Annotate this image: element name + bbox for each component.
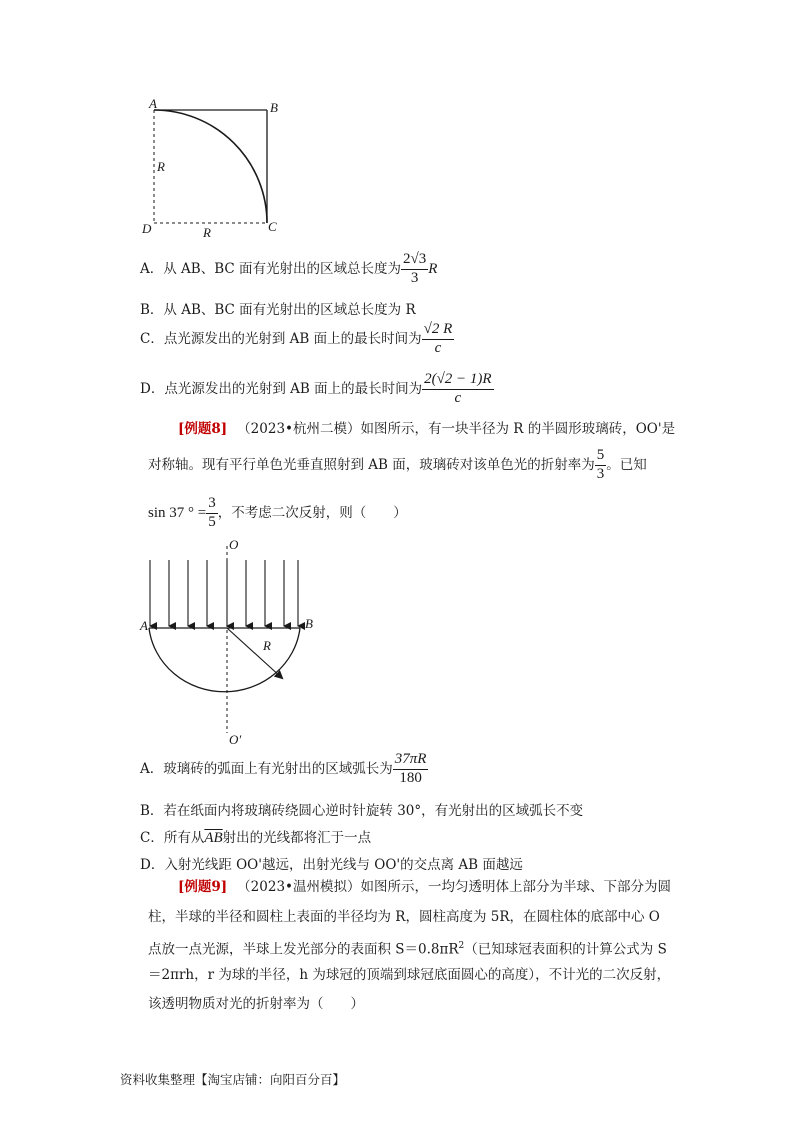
q8-line2-text: 对称轴。现有平行单色光垂直照射到 AB 面，玻璃砖对该单色光的折射率为	[148, 456, 595, 473]
q7-option-d-num: 2(√2 − 1)R	[422, 372, 494, 390]
fig1-label-r-bottom: R	[203, 225, 211, 240]
fig2-label-b: B	[305, 616, 313, 631]
fig1-label-a: A	[149, 96, 157, 111]
q8-line2-suffix: 。已知	[606, 456, 647, 473]
fig1-label-c: C	[268, 219, 277, 234]
q8-sin-line	[148, 496, 407, 531]
semicircle-arc	[149, 628, 300, 692]
q8-option-c-suffix: 射出的光线都将汇于一点	[222, 830, 372, 846]
q8-option-a-num: 37πR	[393, 752, 429, 770]
q8-sin-prefix: sin 37 ° =	[148, 504, 207, 521]
q9-line4: ＝2πrh，r 为球的半径，h 为球冠的顶端到球冠底面圆心的高度），不计光的二次反射，	[148, 967, 671, 983]
q8-line1	[178, 414, 675, 444]
q7-option-a-suffix: R	[428, 260, 438, 277]
q7-option-b: B．从 AB、BC 面有光射出的区域总长度为 R	[140, 302, 416, 318]
q8-option-a-text: A．玻璃砖的弧面上有光射出的区域弧长为	[140, 760, 393, 777]
footer-text: 资料收集整理【淘宝店铺：向阳百分百】	[120, 1072, 346, 1087]
q8-sin-frac	[206, 496, 218, 531]
q8-line1-text: （2023•杭州二模）如图所示，有一块半径为 R 的半圆形玻璃砖，OO'是	[237, 421, 676, 437]
fig1-label-r-left: R	[157, 159, 165, 174]
q7-option-d-text: D．点光源发出的光射到 AB 面上的最长时间为	[140, 380, 423, 397]
fig1-label-d: D	[142, 221, 152, 236]
q9-line3-text: 点放一点光源，半球上发光部分的表面积 S＝0.8πR	[148, 941, 459, 958]
radius-arrow	[227, 628, 282, 678]
q8-option-c-arc: $\overline{AB}$	[204, 830, 223, 846]
fig2-label-o-prime: O′	[229, 732, 242, 747]
fig2-label-r: R	[263, 638, 271, 653]
fig2-label-o: O	[229, 537, 239, 552]
q8-n-frac	[595, 448, 607, 483]
q7-option-d	[140, 372, 494, 407]
q9-line3-sup: 2	[458, 941, 465, 951]
q8-option-a-frac	[393, 752, 429, 787]
q7-option-a	[140, 252, 437, 287]
q8-option-c	[140, 826, 371, 847]
q9-line2: 柱，半球的半径和圆柱上表面的半径均为 R，圆柱高度为 5R，在圆柱体的底部中心 O	[148, 909, 660, 925]
q9-line3-suffix: （已知球冠表面积的计算公式为 S	[464, 941, 667, 958]
q7-option-a-text: A．从 AB、BC 面有光射出的区域总长度为	[140, 260, 402, 277]
fig1-label-b: B	[270, 100, 278, 115]
q8-option-c-prefix: C．所有从	[140, 830, 205, 846]
q7-option-c	[140, 322, 454, 357]
q8-option-b: B．若在纸面内将玻璃砖绕圆心逆时针旋转 30°，有光射出的区域弧长不变	[140, 803, 584, 819]
q7-option-c-den: c	[434, 339, 442, 356]
quarter-arc	[154, 110, 267, 223]
fig2-label-a: A	[140, 618, 148, 633]
q7-option-d-den: c	[454, 389, 462, 406]
q8-option-d: D．入射光线距 OO'越远，出射光线与 OO'的交点离 AB 面越远	[140, 857, 523, 873]
q9-tag: [例题9]	[178, 879, 228, 895]
q8-tag: [例题8]	[178, 421, 228, 437]
q9-line1	[178, 872, 671, 902]
q8-sin-suffix: ，不考虑二次反射，则（ ）	[217, 504, 407, 521]
q7-option-a-frac	[401, 252, 428, 287]
q8-sin-num: 3	[206, 496, 218, 514]
q7-option-a-den: 3	[410, 269, 419, 286]
q7-option-c-num: √2 R	[422, 322, 455, 340]
q9-line5: 该透明物质对光的折射率为（ ）	[148, 996, 364, 1012]
figure-semicircle-glass	[140, 538, 320, 748]
q8-sin-den: 5	[208, 513, 216, 530]
q8-n-num: 5	[595, 448, 607, 466]
q7-option-d-frac	[422, 372, 494, 407]
q7-option-c-text: C．点光源发出的光射到 AB 面上的最长时间为	[140, 330, 422, 347]
q8-n-den: 3	[596, 465, 605, 482]
q8-line2	[148, 448, 647, 483]
q7-option-a-num: 2√3	[401, 252, 428, 270]
q9-line1-text: （2023•温州模拟）如图所示，一均匀透明体上部分为半球、下部分为圆	[237, 879, 671, 895]
q7-option-c-frac	[422, 322, 455, 357]
q8-option-a-den: 180	[399, 769, 422, 786]
q8-option-a	[140, 752, 428, 787]
